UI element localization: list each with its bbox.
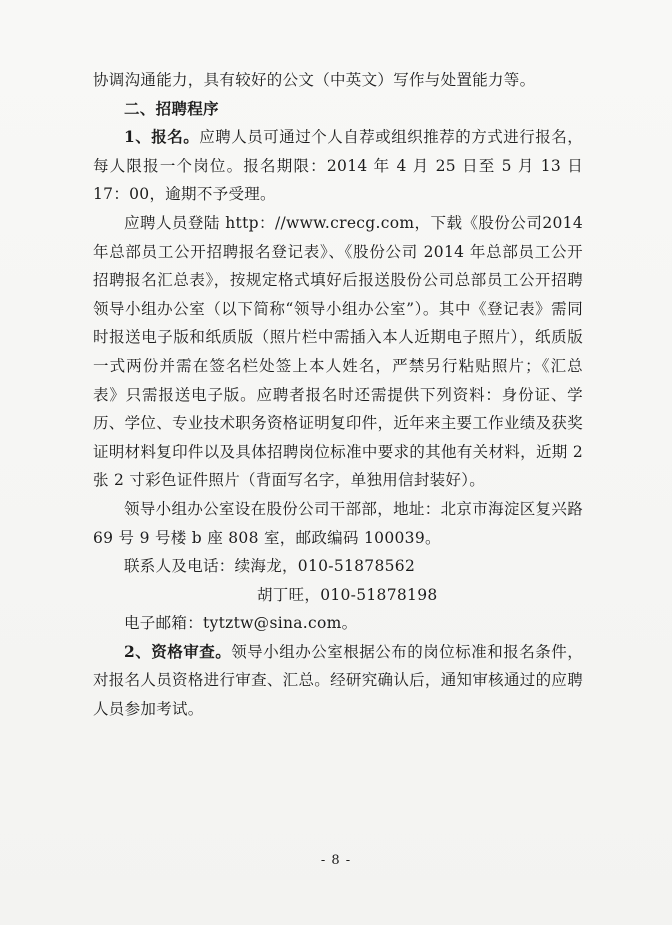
paragraph-office: 领导小组办公室设在股份公司干部部，地址：北京市海淀区复兴路 69 号 9 号楼 b 座 808 室，邮政编码 100039。 bbox=[93, 499, 583, 547]
page-number: - 8 - bbox=[320, 853, 352, 868]
registration-text: 应聘人员可通过个人自荐或组织推荐的方式进行报名，每人限报一个岗位。报名期限：2014 年 4 月 25 日至 5 月 13 日 17：00，逾期不予受理。 bbox=[93, 128, 584, 204]
contact-line-2: 胡丁旺，010-51878198 bbox=[257, 585, 438, 604]
review-label: 2、资格审查。 bbox=[124, 641, 232, 661]
paragraph-registration bbox=[93, 123, 583, 209]
paragraph-login: 应聘人员登陆 http：//www.crecg.com，下载《股份公司2014 年总部员工公开招聘报名登记表》、《股份公司 2014 年总部员工公开招聘报名汇总表》，按规定格式填好后报送股份公司总部员工公开招聘领导小组办公室（以下简称“领导小组办公室”）。其中《登记表》需同时报送电子版和纸质版（照片栏中需插入本人近期电子照片），纸质版一式两份并需在签名栏处签上本人姓名，严禁另行粘贴照片；《汇总表》只需报送电子版。应聘者报名时还需提供下列资料：身份证、学历、学位、专业技术职务资格证明复印件，近年来主要工作业绩及获奖证明材料复印件以及具体招聘岗位标准中要求的其他有关材料，近期 2 张 2 寸彩色证件照片（背面写名字，单独用信封装好）。 bbox=[93, 213, 583, 490]
section-heading: 二、招聘程序 bbox=[124, 98, 219, 118]
email-line: 电子邮箱：tytztw@sina.com。 bbox=[124, 614, 358, 633]
document-body bbox=[93, 66, 583, 724]
contact-line-1: 联系人及电话：续海龙，010-51878562 bbox=[124, 557, 416, 576]
paragraph-ability: 协调沟通能力，具有较好的公文（中英文）写作与处置能力等。 bbox=[93, 71, 536, 89]
review-text: 领导小组办公室根据公布的岗位标准和报名条件，对报名人员资格进行审查、汇总。经研究确认后，通知审核通过的应聘人员参加考试。 bbox=[93, 642, 583, 719]
registration-label: 1、报名。 bbox=[124, 127, 200, 147]
paragraph-review bbox=[93, 638, 583, 724]
